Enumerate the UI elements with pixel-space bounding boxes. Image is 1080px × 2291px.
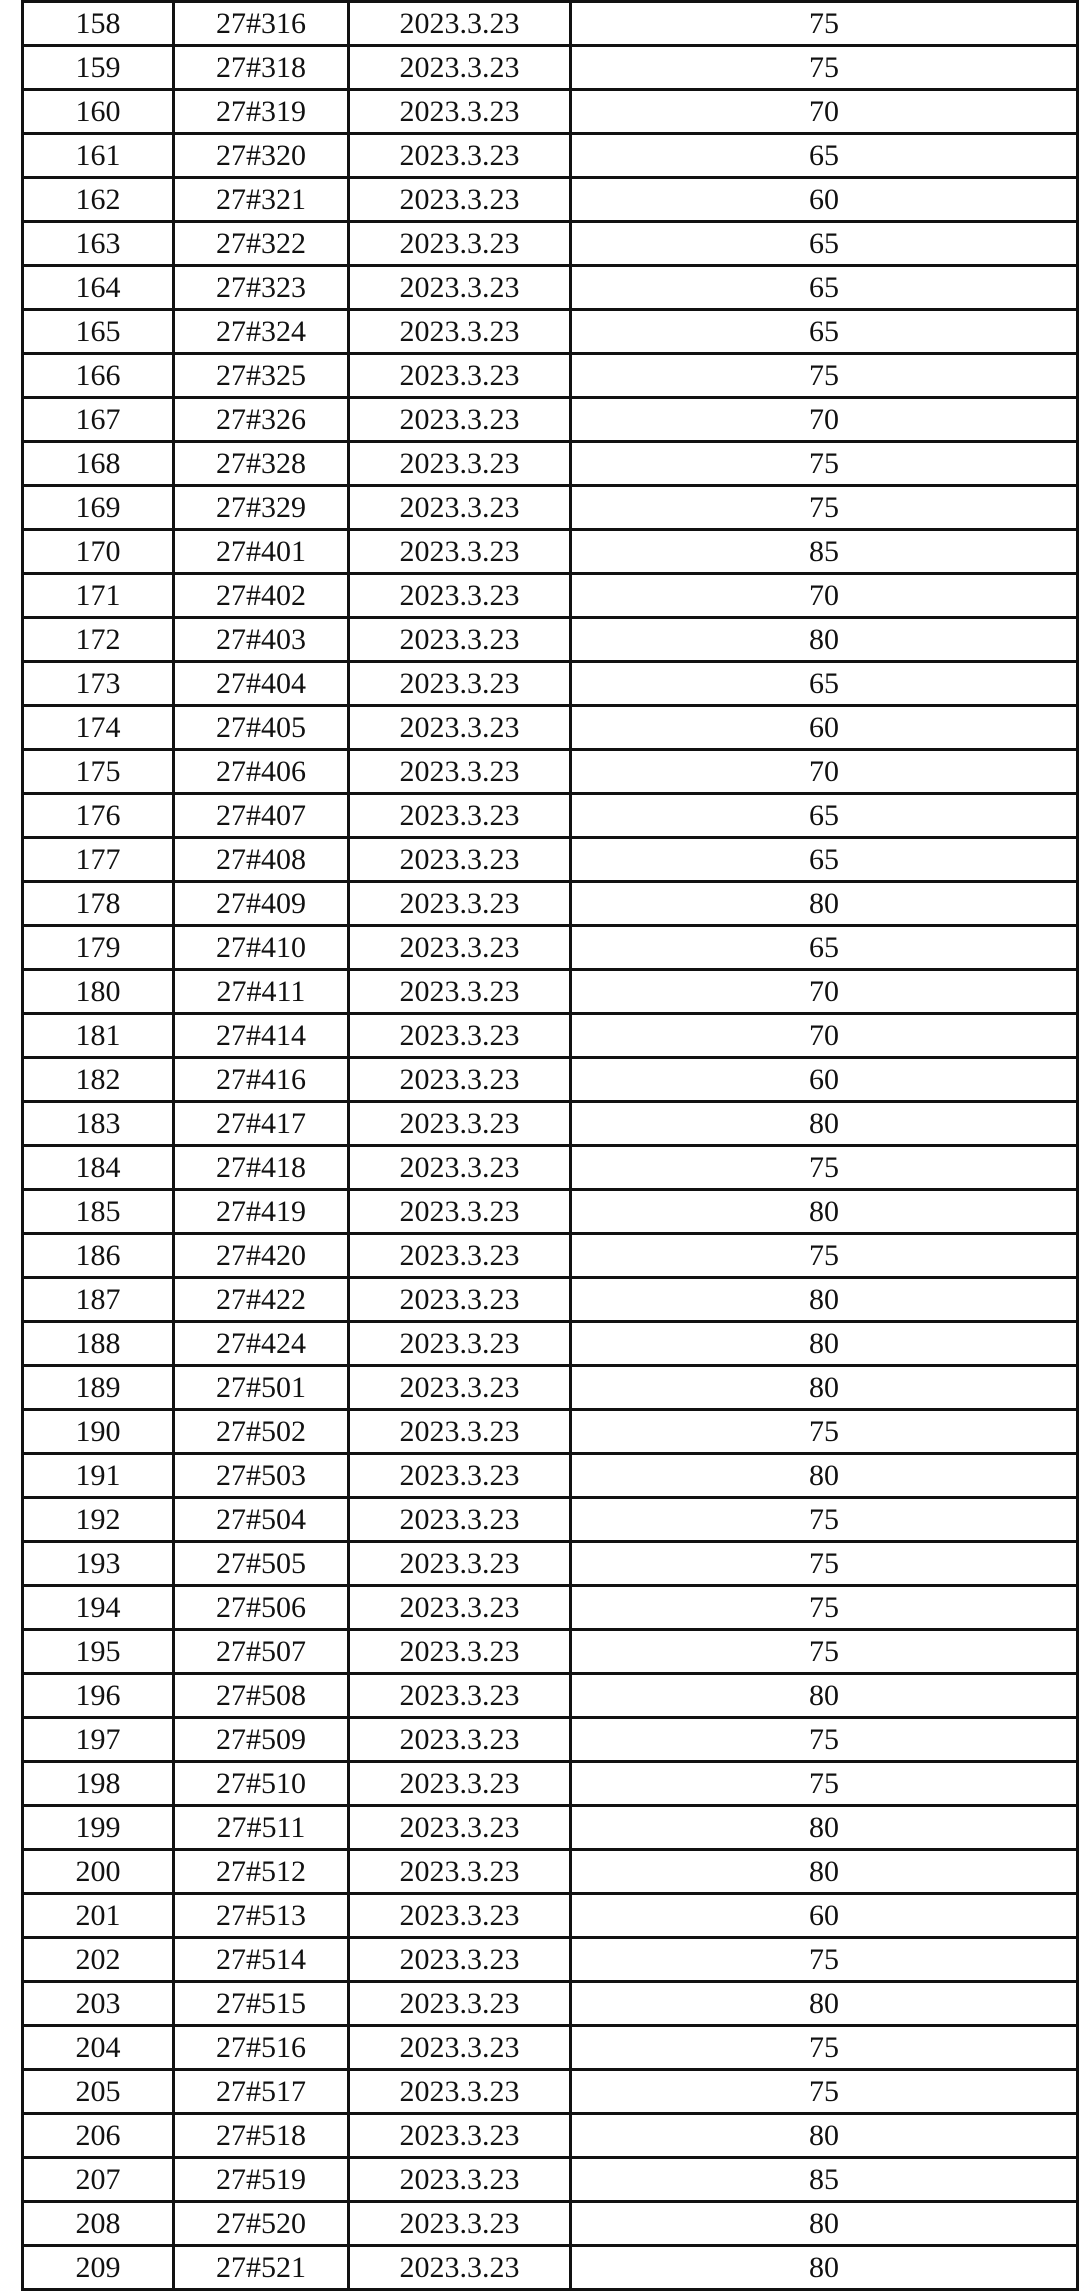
date-cell: 2023.3.23	[349, 1894, 571, 1938]
date-cell: 2023.3.23	[349, 222, 571, 266]
score-cell: 75	[571, 1718, 1078, 1762]
room-number-cell: 27#506	[174, 1586, 349, 1630]
score-cell: 70	[571, 750, 1078, 794]
date-cell: 2023.3.23	[349, 1718, 571, 1762]
date-cell: 2023.3.23	[349, 178, 571, 222]
score-cell: 70	[571, 398, 1078, 442]
date-cell: 2023.3.23	[349, 838, 571, 882]
date-cell: 2023.3.23	[349, 1058, 571, 1102]
score-cell: 70	[571, 1014, 1078, 1058]
row-number-cell: 172	[23, 618, 174, 662]
row-number-cell: 169	[23, 486, 174, 530]
date-cell: 2023.3.23	[349, 1850, 571, 1894]
table-row	[23, 2, 1078, 46]
score-cell: 80	[571, 618, 1078, 662]
score-cell: 70	[571, 970, 1078, 1014]
table-row	[23, 1542, 1078, 1586]
row-number-cell: 209	[23, 2246, 174, 2290]
row-number-cell: 174	[23, 706, 174, 750]
date-cell: 2023.3.23	[349, 662, 571, 706]
score-cell: 60	[571, 1058, 1078, 1102]
table-row	[23, 618, 1078, 662]
date-cell: 2023.3.23	[349, 1234, 571, 1278]
score-cell: 80	[571, 1674, 1078, 1718]
room-number-cell: 27#410	[174, 926, 349, 970]
room-number-cell: 27#424	[174, 1322, 349, 1366]
score-cell: 65	[571, 222, 1078, 266]
table-row	[23, 1938, 1078, 1982]
score-cell: 65	[571, 838, 1078, 882]
score-cell: 65	[571, 662, 1078, 706]
row-number-cell: 187	[23, 1278, 174, 1322]
room-number-cell: 27#512	[174, 1850, 349, 1894]
date-cell: 2023.3.23	[349, 1014, 571, 1058]
date-cell: 2023.3.23	[349, 2070, 571, 2114]
date-cell: 2023.3.23	[349, 2202, 571, 2246]
table-row	[23, 662, 1078, 706]
score-cell: 75	[571, 1146, 1078, 1190]
row-number-cell: 177	[23, 838, 174, 882]
row-number-cell: 171	[23, 574, 174, 618]
row-number-cell: 185	[23, 1190, 174, 1234]
room-number-cell: 27#507	[174, 1630, 349, 1674]
room-number-cell: 27#418	[174, 1146, 349, 1190]
row-number-cell: 208	[23, 2202, 174, 2246]
row-number-cell: 191	[23, 1454, 174, 1498]
score-cell: 75	[571, 1586, 1078, 1630]
table-row	[23, 926, 1078, 970]
date-cell: 2023.3.23	[349, 354, 571, 398]
score-cell: 75	[571, 1938, 1078, 1982]
row-number-cell: 180	[23, 970, 174, 1014]
score-cell: 65	[571, 926, 1078, 970]
score-cell: 75	[571, 1410, 1078, 1454]
table-row	[23, 530, 1078, 574]
date-cell: 2023.3.23	[349, 2158, 571, 2202]
room-number-cell: 27#416	[174, 1058, 349, 1102]
date-cell: 2023.3.23	[349, 1498, 571, 1542]
score-cell: 60	[571, 706, 1078, 750]
room-number-cell: 27#318	[174, 46, 349, 90]
score-cell: 75	[571, 1542, 1078, 1586]
room-number-cell: 27#520	[174, 2202, 349, 2246]
room-number-cell: 27#325	[174, 354, 349, 398]
room-number-cell: 27#501	[174, 1366, 349, 1410]
table-row	[23, 1190, 1078, 1234]
table-row	[23, 1718, 1078, 1762]
score-cell: 75	[571, 354, 1078, 398]
date-cell: 2023.3.23	[349, 1630, 571, 1674]
score-cell: 60	[571, 178, 1078, 222]
table-row	[23, 1146, 1078, 1190]
date-cell: 2023.3.23	[349, 46, 571, 90]
table-row	[23, 1278, 1078, 1322]
room-number-cell: 27#401	[174, 530, 349, 574]
table-row	[23, 1674, 1078, 1718]
room-number-cell: 27#324	[174, 310, 349, 354]
row-number-cell: 175	[23, 750, 174, 794]
room-number-cell: 27#407	[174, 794, 349, 838]
score-cell: 65	[571, 794, 1078, 838]
row-number-cell: 176	[23, 794, 174, 838]
row-number-cell: 184	[23, 1146, 174, 1190]
table-row	[23, 1410, 1078, 1454]
table-row	[23, 1366, 1078, 1410]
table-row	[23, 310, 1078, 354]
room-number-cell: 27#511	[174, 1806, 349, 1850]
score-cell: 80	[571, 2202, 1078, 2246]
date-cell: 2023.3.23	[349, 2, 571, 46]
score-cell: 65	[571, 310, 1078, 354]
row-number-cell: 200	[23, 1850, 174, 1894]
table-row	[23, 134, 1078, 178]
score-cell: 75	[571, 486, 1078, 530]
date-cell: 2023.3.23	[349, 90, 571, 134]
room-number-cell: 27#402	[174, 574, 349, 618]
table-row	[23, 794, 1078, 838]
row-number-cell: 201	[23, 1894, 174, 1938]
score-cell: 75	[571, 1498, 1078, 1542]
room-number-cell: 27#509	[174, 1718, 349, 1762]
row-number-cell: 159	[23, 46, 174, 90]
score-cell: 60	[571, 1894, 1078, 1938]
row-number-cell: 197	[23, 1718, 174, 1762]
row-number-cell: 166	[23, 354, 174, 398]
room-number-cell: 27#419	[174, 1190, 349, 1234]
room-number-cell: 27#510	[174, 1762, 349, 1806]
table-row	[23, 442, 1078, 486]
date-cell: 2023.3.23	[349, 618, 571, 662]
room-number-cell: 27#505	[174, 1542, 349, 1586]
row-number-cell: 179	[23, 926, 174, 970]
date-cell: 2023.3.23	[349, 1674, 571, 1718]
score-cell: 75	[571, 442, 1078, 486]
room-number-cell: 27#320	[174, 134, 349, 178]
row-number-cell: 163	[23, 222, 174, 266]
row-number-cell: 189	[23, 1366, 174, 1410]
row-number-cell: 178	[23, 882, 174, 926]
date-cell: 2023.3.23	[349, 794, 571, 838]
table-row	[23, 970, 1078, 1014]
date-cell: 2023.3.23	[349, 2246, 571, 2290]
date-cell: 2023.3.23	[349, 1278, 571, 1322]
date-cell: 2023.3.23	[349, 1762, 571, 1806]
row-number-cell: 198	[23, 1762, 174, 1806]
table-row	[23, 2070, 1078, 2114]
table-row	[23, 1014, 1078, 1058]
date-cell: 2023.3.23	[349, 1982, 571, 2026]
date-cell: 2023.3.23	[349, 486, 571, 530]
room-number-cell: 27#516	[174, 2026, 349, 2070]
table-row	[23, 1454, 1078, 1498]
table-row	[23, 1322, 1078, 1366]
score-cell: 75	[571, 1762, 1078, 1806]
table-row	[23, 750, 1078, 794]
table-row	[23, 1498, 1078, 1542]
table-row	[23, 46, 1078, 90]
score-cell: 80	[571, 2246, 1078, 2290]
score-cell: 80	[571, 1278, 1078, 1322]
room-number-cell: 27#322	[174, 222, 349, 266]
room-number-cell: 27#515	[174, 1982, 349, 2026]
table-row	[23, 1586, 1078, 1630]
date-cell: 2023.3.23	[349, 1102, 571, 1146]
score-table-body	[23, 2, 1078, 2290]
room-number-cell: 27#409	[174, 882, 349, 926]
row-number-cell: 190	[23, 1410, 174, 1454]
row-number-cell: 203	[23, 1982, 174, 2026]
score-cell: 75	[571, 1630, 1078, 1674]
row-number-cell: 167	[23, 398, 174, 442]
table-row	[23, 266, 1078, 310]
table-row	[23, 90, 1078, 134]
room-number-cell: 27#504	[174, 1498, 349, 1542]
score-cell: 80	[571, 1102, 1078, 1146]
date-cell: 2023.3.23	[349, 1410, 571, 1454]
room-number-cell: 27#521	[174, 2246, 349, 2290]
date-cell: 2023.3.23	[349, 530, 571, 574]
date-cell: 2023.3.23	[349, 1366, 571, 1410]
room-number-cell: 27#405	[174, 706, 349, 750]
date-cell: 2023.3.23	[349, 266, 571, 310]
score-table	[21, 0, 1079, 2291]
row-number-cell: 161	[23, 134, 174, 178]
room-number-cell: 27#502	[174, 1410, 349, 1454]
room-number-cell: 27#518	[174, 2114, 349, 2158]
room-number-cell: 27#319	[174, 90, 349, 134]
date-cell: 2023.3.23	[349, 882, 571, 926]
date-cell: 2023.3.23	[349, 750, 571, 794]
score-cell: 80	[571, 1190, 1078, 1234]
score-cell: 80	[571, 1850, 1078, 1894]
score-cell: 75	[571, 2, 1078, 46]
room-number-cell: 27#517	[174, 2070, 349, 2114]
table-row	[23, 2026, 1078, 2070]
table-row	[23, 222, 1078, 266]
date-cell: 2023.3.23	[349, 310, 571, 354]
table-row	[23, 1850, 1078, 1894]
table-row	[23, 2114, 1078, 2158]
row-number-cell: 205	[23, 2070, 174, 2114]
date-cell: 2023.3.23	[349, 1146, 571, 1190]
date-cell: 2023.3.23	[349, 1938, 571, 1982]
row-number-cell: 207	[23, 2158, 174, 2202]
score-cell: 75	[571, 2070, 1078, 2114]
room-number-cell: 27#513	[174, 1894, 349, 1938]
room-number-cell: 27#406	[174, 750, 349, 794]
date-cell: 2023.3.23	[349, 1806, 571, 1850]
room-number-cell: 27#329	[174, 486, 349, 530]
room-number-cell: 27#328	[174, 442, 349, 486]
date-cell: 2023.3.23	[349, 574, 571, 618]
row-number-cell: 199	[23, 1806, 174, 1850]
row-number-cell: 162	[23, 178, 174, 222]
score-cell: 75	[571, 1234, 1078, 1278]
room-number-cell: 27#408	[174, 838, 349, 882]
date-cell: 2023.3.23	[349, 1542, 571, 1586]
date-cell: 2023.3.23	[349, 1454, 571, 1498]
date-cell: 2023.3.23	[349, 442, 571, 486]
score-cell: 75	[571, 2026, 1078, 2070]
room-number-cell: 27#420	[174, 1234, 349, 1278]
date-cell: 2023.3.23	[349, 706, 571, 750]
table-row	[23, 2158, 1078, 2202]
score-cell: 65	[571, 266, 1078, 310]
row-number-cell: 183	[23, 1102, 174, 1146]
row-number-cell: 164	[23, 266, 174, 310]
room-number-cell: 27#403	[174, 618, 349, 662]
room-number-cell: 27#514	[174, 1938, 349, 1982]
score-cell: 85	[571, 2158, 1078, 2202]
table-row	[23, 1762, 1078, 1806]
row-number-cell: 186	[23, 1234, 174, 1278]
row-number-cell: 182	[23, 1058, 174, 1102]
room-number-cell: 27#417	[174, 1102, 349, 1146]
date-cell: 2023.3.23	[349, 2026, 571, 2070]
table-row	[23, 2246, 1078, 2290]
row-number-cell: 204	[23, 2026, 174, 2070]
row-number-cell: 168	[23, 442, 174, 486]
room-number-cell: 27#508	[174, 1674, 349, 1718]
room-number-cell: 27#519	[174, 2158, 349, 2202]
score-cell: 85	[571, 530, 1078, 574]
table-row	[23, 1806, 1078, 1850]
table-row	[23, 2202, 1078, 2246]
table-row	[23, 178, 1078, 222]
table-row	[23, 882, 1078, 926]
score-cell: 80	[571, 2114, 1078, 2158]
row-number-cell: 170	[23, 530, 174, 574]
table-row	[23, 486, 1078, 530]
row-number-cell: 160	[23, 90, 174, 134]
row-number-cell: 194	[23, 1586, 174, 1630]
room-number-cell: 27#414	[174, 1014, 349, 1058]
table-row	[23, 574, 1078, 618]
row-number-cell: 158	[23, 2, 174, 46]
row-number-cell: 165	[23, 310, 174, 354]
score-cell: 80	[571, 882, 1078, 926]
score-cell: 65	[571, 134, 1078, 178]
table-row	[23, 1102, 1078, 1146]
row-number-cell: 202	[23, 1938, 174, 1982]
table-row	[23, 398, 1078, 442]
table-row	[23, 1630, 1078, 1674]
date-cell: 2023.3.23	[349, 1586, 571, 1630]
row-number-cell: 173	[23, 662, 174, 706]
row-number-cell: 196	[23, 1674, 174, 1718]
room-number-cell: 27#503	[174, 1454, 349, 1498]
row-number-cell: 181	[23, 1014, 174, 1058]
row-number-cell: 193	[23, 1542, 174, 1586]
score-cell: 80	[571, 1366, 1078, 1410]
room-number-cell: 27#326	[174, 398, 349, 442]
score-cell: 75	[571, 46, 1078, 90]
room-number-cell: 27#316	[174, 2, 349, 46]
score-cell: 80	[571, 1454, 1078, 1498]
score-cell: 70	[571, 574, 1078, 618]
table-row	[23, 1894, 1078, 1938]
score-cell: 80	[571, 1322, 1078, 1366]
row-number-cell: 188	[23, 1322, 174, 1366]
table-row	[23, 1982, 1078, 2026]
room-number-cell: 27#321	[174, 178, 349, 222]
date-cell: 2023.3.23	[349, 134, 571, 178]
row-number-cell: 195	[23, 1630, 174, 1674]
score-cell: 80	[571, 1982, 1078, 2026]
date-cell: 2023.3.23	[349, 398, 571, 442]
date-cell: 2023.3.23	[349, 2114, 571, 2158]
date-cell: 2023.3.23	[349, 926, 571, 970]
row-number-cell: 192	[23, 1498, 174, 1542]
score-cell: 80	[571, 1806, 1078, 1850]
row-number-cell: 206	[23, 2114, 174, 2158]
table-row	[23, 1234, 1078, 1278]
room-number-cell: 27#422	[174, 1278, 349, 1322]
date-cell: 2023.3.23	[349, 970, 571, 1014]
table-row	[23, 1058, 1078, 1102]
room-number-cell: 27#404	[174, 662, 349, 706]
table-row	[23, 354, 1078, 398]
table-row	[23, 706, 1078, 750]
room-number-cell: 27#323	[174, 266, 349, 310]
date-cell: 2023.3.23	[349, 1322, 571, 1366]
date-cell: 2023.3.23	[349, 1190, 571, 1234]
score-cell: 70	[571, 90, 1078, 134]
room-number-cell: 27#411	[174, 970, 349, 1014]
table-row	[23, 838, 1078, 882]
